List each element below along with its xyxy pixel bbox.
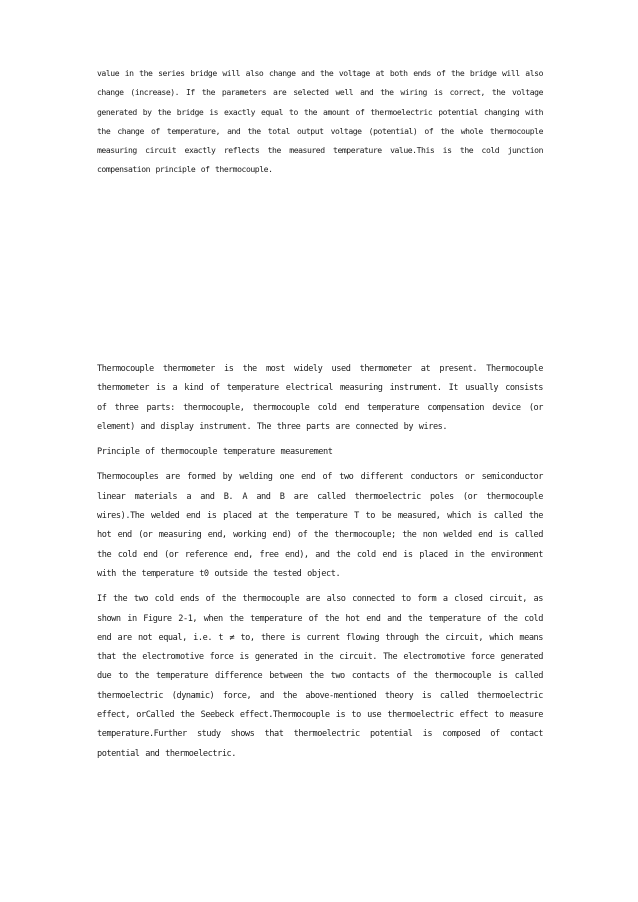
seebeck-effect-paragraph: If the two cold ends of the thermocouple are also connected to form a closed circuit, as shown in Figure 2-1, when the temperature of the hot end and the temperature of the cold end are not equal, i.e. t ≠ to, there is current flowing through the circuit, which means that the electromotive force is generated in the circuit. The electromotive force generated due to the temperature difference between the two contacts of the thermocouple is called thermoelectric (dynamic) force, and the above-mentioned theory is called thermoelectric effect, orCalled the Seebeck effect.Thermocouple is to use thermoelectric effect to measure temperature.Further study shows that thermoelectric potential is composed of contact potential and thermoelectric. [97,594,543,759]
thermocouple-formation-paragraph: Thermocouples are formed by welding one end of two different conductors or semiconductor linear materials a and B. A and B are called thermoelectric poles (or thermocouple wires).The welded end is placed at the temperature T to be measured, which is called the hot end (or measuring end, working end) of the thermocouple; the non welded end is called the cold end (or reference end, free end), and the cold end is placed in the environment with the temperature t0 outside the tested object. [97,472,543,579]
section-heading: Principle of thermocouple temperature measurement [97,447,333,458]
top-text-block [97,64,543,180]
cold-junction-paragraph: value in the series bridge will also change and the voltage at both ends of the bridge will also change (increase). If the parameters are selected well and the wiring is correct, the voltage generated by the bridge is exactly equal to the amount of thermoelectric potential changing with the change of temperature, and the total output voltage (potential) of the whole thermocouple measuring circuit exactly reflects the measured temperature value.This is the cold junction compensation principle of thermocouple. [97,68,543,175]
thermometer-intro-paragraph: Thermocouple thermometer is the most widely used thermometer at present. Thermocouple thermometer is a kind of temperature electrical measuring instrument. It usually consists of three parts: thermocouple, thermocouple cold end temperature compensation device (or element) and display instrument. The three parts are connected by wires. [97,364,543,432]
main-text-block [97,360,543,764]
